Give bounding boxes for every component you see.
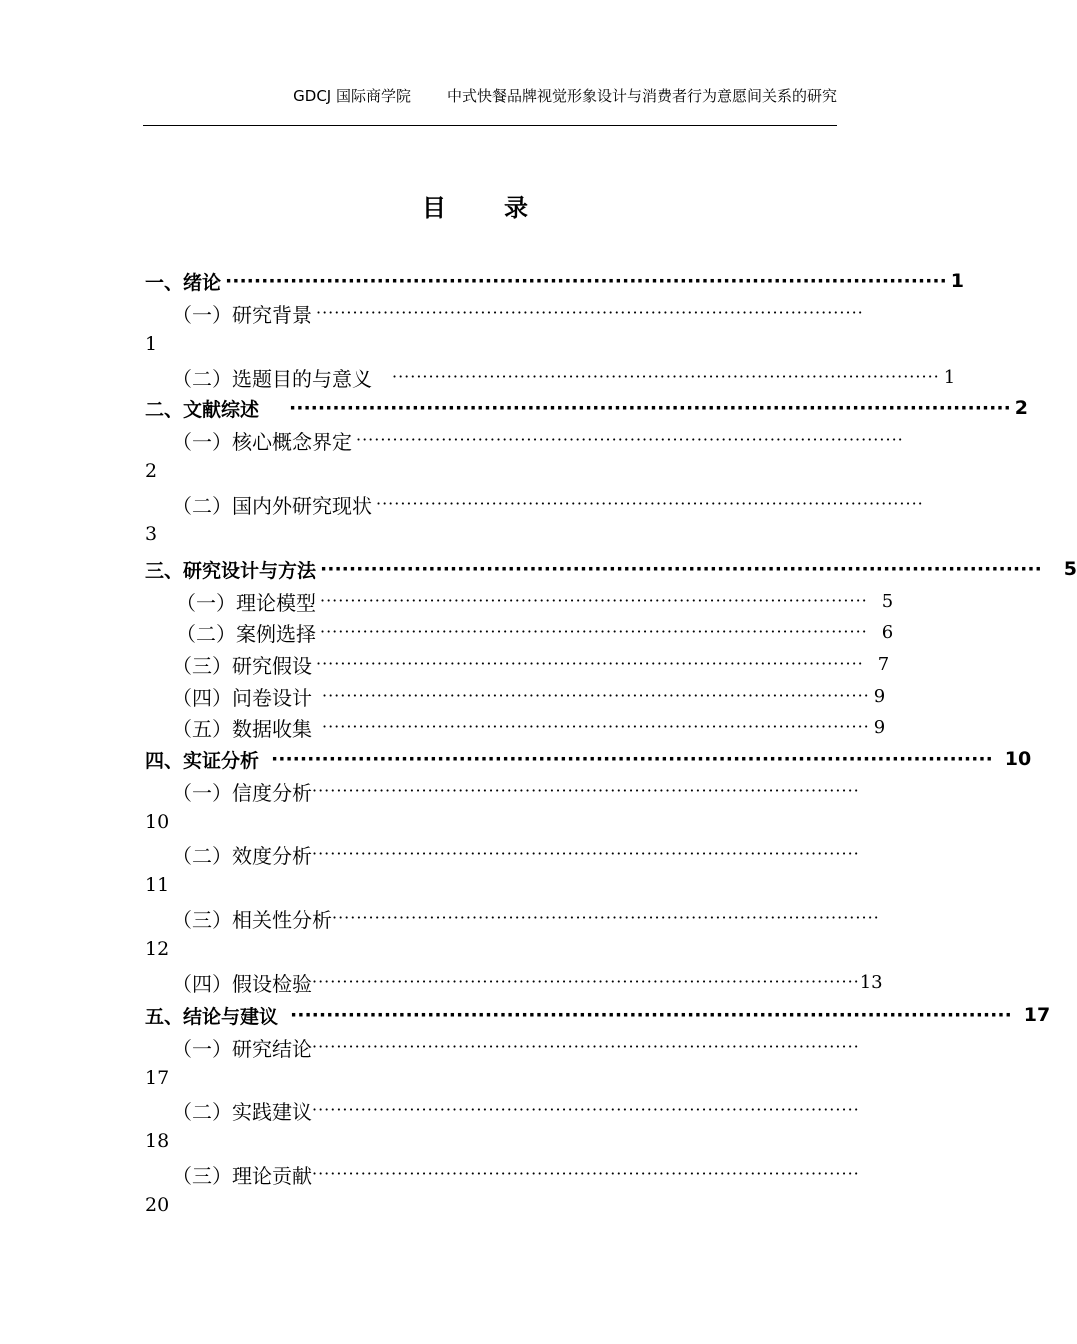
toc-leader: ·························································································· <box>322 686 870 705</box>
toc-entry-label: （一）理论模型 <box>176 590 316 615</box>
toc-entry-3-2[interactable] <box>176 618 894 646</box>
toc-entry-2-2[interactable] <box>172 490 924 518</box>
toc-entry-page: 10 <box>1004 748 1032 770</box>
toc-entry-label: 三、研究设计与方法 <box>145 559 317 582</box>
toc-entry-1-1[interactable] <box>172 299 864 327</box>
header-thesis-title: 中式快餐品牌视觉形象设计与消费者行为意愿间关系的研究 <box>446 86 837 105</box>
toc-leader: ·························································································· <box>316 654 864 673</box>
toc-leader: ·························································································· <box>320 622 868 641</box>
toc-leader: ·························································································· <box>356 430 904 449</box>
toc-entry-2[interactable] <box>145 394 1029 422</box>
toc-entry-page: 5 <box>881 590 894 612</box>
toc-entry-page: 5 <box>1063 558 1077 580</box>
toc-leader: ·························································································· <box>312 1037 860 1056</box>
toc-entry-label: （一）研究结论 <box>172 1036 312 1061</box>
toc-entry-label: （二）实践建议 <box>172 1099 312 1124</box>
toc-entry-2-1[interactable] <box>172 426 904 454</box>
toc-leader: ·························································································· <box>392 367 940 386</box>
toc-entry-label: 一、绪论 <box>145 271 222 294</box>
toc-entry-label: （四）假设检验 <box>172 971 312 996</box>
toc-entry-page: 1 <box>145 333 158 355</box>
toc-leader: ·························································································· <box>312 1164 860 1183</box>
toc-leader: ·························································································· <box>312 781 860 800</box>
toc-entry-label: （二）效度分析 <box>172 843 312 868</box>
header-school: GDCJ 国际商学院 <box>293 86 411 105</box>
toc-entry-page: 1 <box>943 366 956 388</box>
toc-entry-page: 12 <box>145 938 170 960</box>
toc-leader: ·························································································· <box>312 972 860 991</box>
toc-entry-4-2[interactable] <box>172 840 860 868</box>
toc-leader: ·························································································· <box>332 908 880 927</box>
toc-entry-page: 11 <box>145 874 170 896</box>
toc-entry-page: 18 <box>145 1130 170 1152</box>
toc-entry-4-4[interactable] <box>172 968 883 996</box>
toc-leader: ·························································································· <box>312 1100 860 1119</box>
toc-entry-3-3[interactable] <box>172 650 890 678</box>
toc-entry-page: 2 <box>145 460 158 482</box>
toc-entry-1-2[interactable] <box>172 363 956 391</box>
toc-entry-3-5[interactable] <box>172 713 886 741</box>
toc-entry-label: （一）信度分析 <box>172 780 312 805</box>
toc-leader: ···································································································· <box>271 748 993 770</box>
toc-leader: ·························································································· <box>376 494 924 513</box>
toc-leader: ·························································································· <box>312 844 860 863</box>
toc-entry-label: （二）案例选择 <box>176 621 316 646</box>
toc-entry-label: （五）数据收集 <box>172 716 312 741</box>
toc-leader: ·························································································· <box>320 591 868 610</box>
toc-entry-label: （三）相关性分析 <box>172 907 332 932</box>
toc-entry-page: 17 <box>145 1067 170 1089</box>
toc-entry-page: 20 <box>145 1194 170 1216</box>
toc-entry-label: （一）研究背景 <box>172 302 312 327</box>
toc-entry-label: （四）问卷设计 <box>172 685 312 710</box>
toc-leader: ···································································································· <box>320 558 1042 580</box>
toc-title: 目录 <box>422 194 586 222</box>
toc-entry-page: 13 <box>859 971 883 993</box>
toc-entry-5-3[interactable] <box>172 1160 860 1188</box>
toc-entry-label: （二）国内外研究现状 <box>172 493 372 518</box>
toc-entry-4-1[interactable] <box>172 777 860 805</box>
toc-entry-5-1[interactable] <box>172 1033 860 1061</box>
toc-entry-3[interactable] <box>145 555 1077 583</box>
toc-leader: ···································································································· <box>225 270 947 292</box>
toc-entry-page: 9 <box>873 716 886 738</box>
toc-leader: ···································································································· <box>289 397 1011 419</box>
toc-entry-5[interactable] <box>145 1001 1051 1029</box>
toc-leader: ·························································································· <box>316 303 864 322</box>
toc-entry-3-4[interactable] <box>172 682 886 710</box>
toc-leader: ···································································································· <box>290 1004 1012 1026</box>
toc-entry-label: （三）研究假设 <box>172 653 312 678</box>
toc-entry-4[interactable] <box>145 745 1032 773</box>
toc-entry-label: （一）核心概念界定 <box>172 429 352 454</box>
toc-entry-label: 二、文献综述 <box>145 398 260 421</box>
toc-entry-page: 1 <box>950 270 965 292</box>
toc-entry-page: 7 <box>877 653 890 675</box>
toc-entry-3-1[interactable] <box>176 587 894 615</box>
toc-entry-5-2[interactable] <box>172 1096 860 1124</box>
toc-entry-label: （二）选题目的与意义 <box>172 366 372 391</box>
toc-entry-label: 五、结论与建议 <box>145 1005 279 1028</box>
toc-entry-page: 17 <box>1023 1004 1051 1026</box>
toc-entry-1[interactable] <box>145 267 965 295</box>
toc-entry-4-3[interactable] <box>172 904 880 932</box>
toc-leader: ·························································································· <box>322 717 870 736</box>
toc-entry-label: （三）理论贡献 <box>172 1163 312 1188</box>
toc-entry-page: 10 <box>145 811 170 833</box>
toc-entry-page: 2 <box>1014 397 1029 419</box>
toc-entry-label: 四、实证分析 <box>145 749 260 772</box>
toc-entry-page: 6 <box>881 621 894 643</box>
toc-entry-page: 9 <box>873 685 886 707</box>
toc-entry-page: 3 <box>145 523 158 545</box>
